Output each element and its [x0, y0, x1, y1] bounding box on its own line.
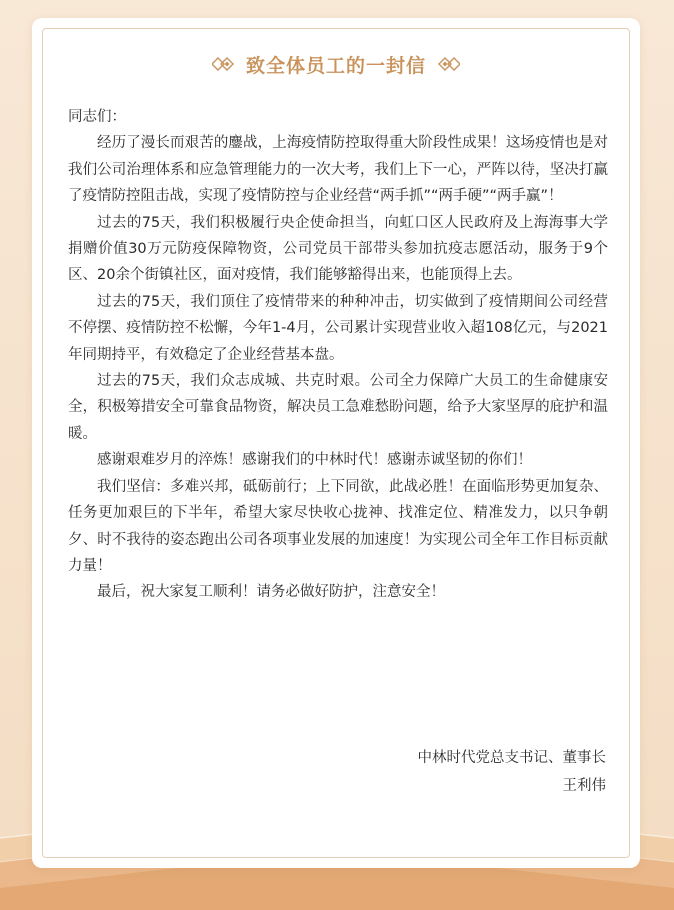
letter-body — [68, 104, 608, 606]
letter-card — [32, 18, 640, 868]
paragraph-employee-care: 过去的75天，我们众志成城、共克时艰。公司全力保障广大员工的生命健康安全，积极筹措安全可靠食品物资，解决员工急难愁盼问题，给予大家坚厚的庇护和温暖。 — [68, 373, 608, 442]
signature-name: 王利伟 — [562, 778, 606, 794]
paragraph-operations: 过去的75天，我们顶住了疫情带来的种种冲击，切实做到了疫情期间公司经营不停摆、疫情防控不松懈，今年1-4月，公司累计实现营业收入超108亿元，与2021年同期持平，有效稳定了企业经营基本盘。 — [68, 293, 608, 363]
signature-title: 中林时代党总支书记、董事长 — [417, 750, 606, 766]
paragraph-donation: 过去的75天，我们积极履行央企使命担当，向虹口区人民政府及上海海事大学捐赠价值30万元防疫保障物资，公司党员干部带头参加抗疫志愿活动，服务于9个区、20余个街镇社区，面对疫情，我们能够豁得出来，也能顶得上去。 — [68, 214, 608, 284]
diamond-ornament-icon — [434, 56, 460, 72]
paragraph-closing: 最后，祝大家复工顺利！请务必做好防护，注意安全！ — [97, 584, 445, 601]
letter-header — [32, 52, 640, 76]
salutation: 同志们： — [68, 109, 126, 125]
diamond-ornament-icon — [212, 56, 238, 72]
paragraph-outlook: 我们坚信：多难兴邦，砥砺前行；上下同欲，此战必胜！在面临形势更加复杂、任务更加艰巨的下半年，希望大家尽快收心拢神、找准定位、精准发力，以只争朝夕、时不我待的姿态跑出公司各项事业发展的加速度！为实现公司全年工作目标贡献力量！ — [68, 478, 608, 574]
paragraph-opening: 经历了漫长而艰苦的鏖战，上海疫情防控取得重大阶段性成果！这场疫情也是对我们公司治理体系和应急管理能力的一次大考，我们上下一心，严阵以待，坚决打赢了疫情防控阻击战，实现了疫情防控与企业经营“两手抓”“两手硬”“两手赢”！ — [68, 135, 608, 205]
paragraph-thanks: 感谢艰难岁月的淬炼！感谢我们的中林时代！感谢赤诚坚韧的你们！ — [97, 452, 532, 469]
letter-title: 致全体员工的一封信 — [245, 54, 426, 77]
signature-block — [418, 744, 607, 800]
